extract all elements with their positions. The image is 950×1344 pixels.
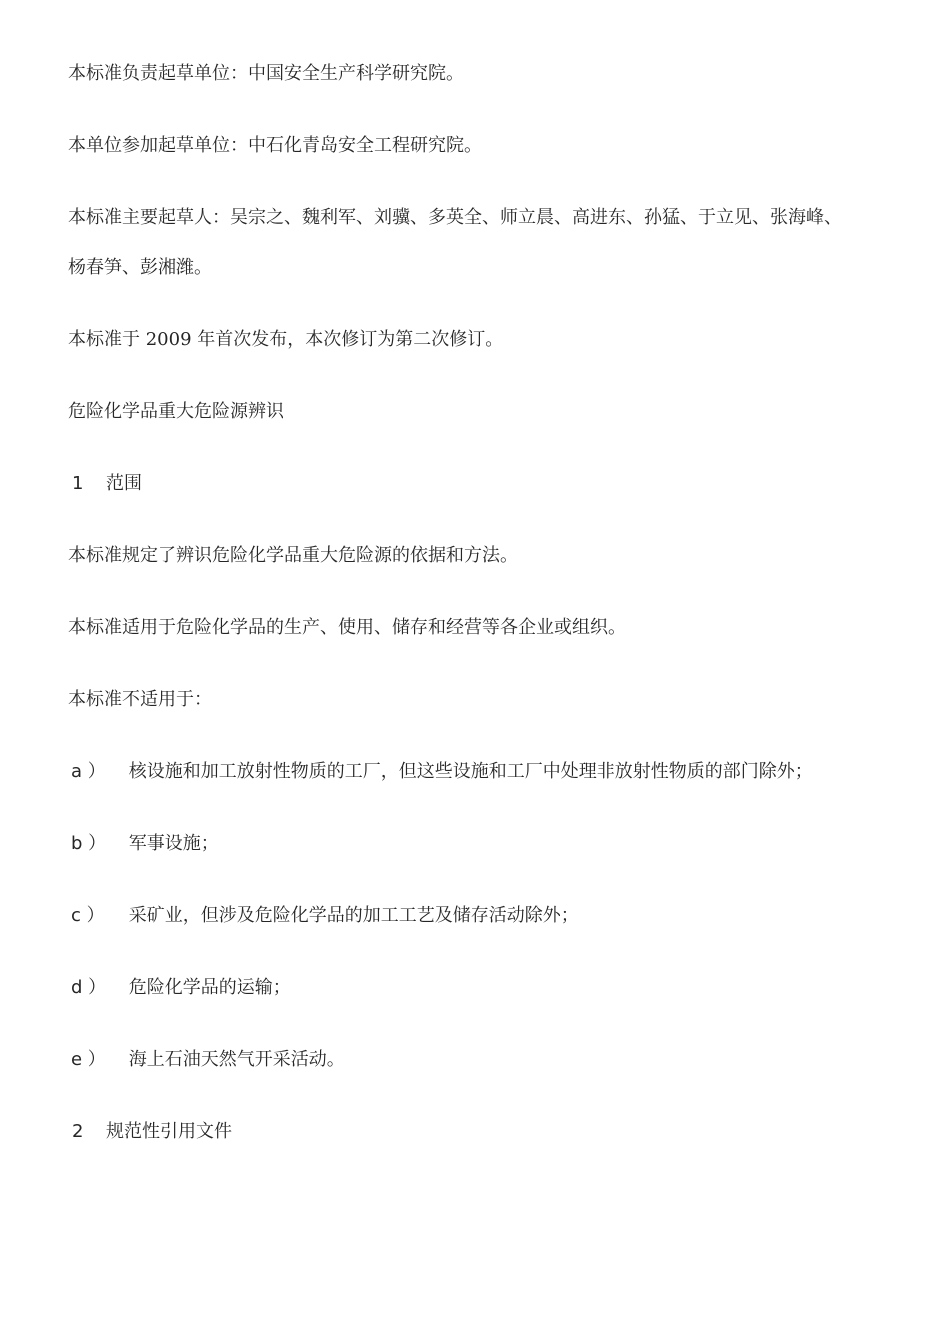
- item-text: 海上石油天然气开采活动。: [128, 1049, 345, 1070]
- main-drafters-line-2: 杨春笋、彭湘潍。: [68, 257, 212, 278]
- exclusion-item-d: [68, 976, 291, 1000]
- section-2-heading: [68, 1120, 232, 1144]
- drafting-unit-paragraph: 本标准负责起草单位：中国安全生产科学研究院。: [68, 63, 464, 84]
- item-text: 采矿业，但涉及危险化学品的加工工艺及储存活动除外；: [128, 905, 579, 926]
- history-suffix: 年首次发布，本次修订为第二次修订。: [197, 329, 504, 350]
- item-text: 军事设施；: [128, 833, 219, 854]
- history-year: 2009: [145, 329, 192, 350]
- section-1-heading: [68, 472, 142, 496]
- scope-paragraph-2: 本标准适用于危险化学品的生产、使用、储存和经营等各企业或组织。: [68, 617, 626, 638]
- scope-paragraph-3: 本标准不适用于：: [68, 689, 212, 710]
- revision-history-paragraph: [68, 328, 503, 352]
- item-label: d ）: [71, 977, 107, 998]
- section-1-title: 范围: [106, 473, 142, 494]
- item-text: 核设施和加工放射性物质的工厂，但这些设施和工厂中处理非放射性物质的部门除外；: [128, 761, 813, 782]
- item-label: e ）: [71, 1049, 106, 1070]
- main-drafters-line-1: 本标准主要起草人：吴宗之、魏利军、刘骥、多英全、师立晨、高进东、孙猛、于立见、张海峰、: [68, 207, 842, 228]
- section-1-number: 1: [72, 473, 84, 494]
- document-title: 危险化学品重大危险源辨识: [68, 401, 284, 422]
- exclusion-item-c: [68, 904, 579, 928]
- item-label: b ）: [71, 833, 107, 854]
- item-text: 危险化学品的运输；: [128, 977, 291, 998]
- participating-unit-paragraph: 本单位参加起草单位：中石化青岛安全工程研究院。: [68, 135, 482, 156]
- history-prefix: 本标准于: [68, 329, 140, 350]
- exclusion-item-a: [68, 760, 813, 784]
- section-2-number: 2: [72, 1121, 84, 1142]
- item-label: a ）: [71, 761, 106, 782]
- item-label: c ）: [71, 905, 105, 926]
- section-2-title: 规范性引用文件: [106, 1121, 232, 1142]
- scope-paragraph-1: 本标准规定了辨识危险化学品重大危险源的依据和方法。: [68, 545, 518, 566]
- exclusion-item-b: [68, 832, 219, 856]
- exclusion-item-e: [68, 1048, 345, 1072]
